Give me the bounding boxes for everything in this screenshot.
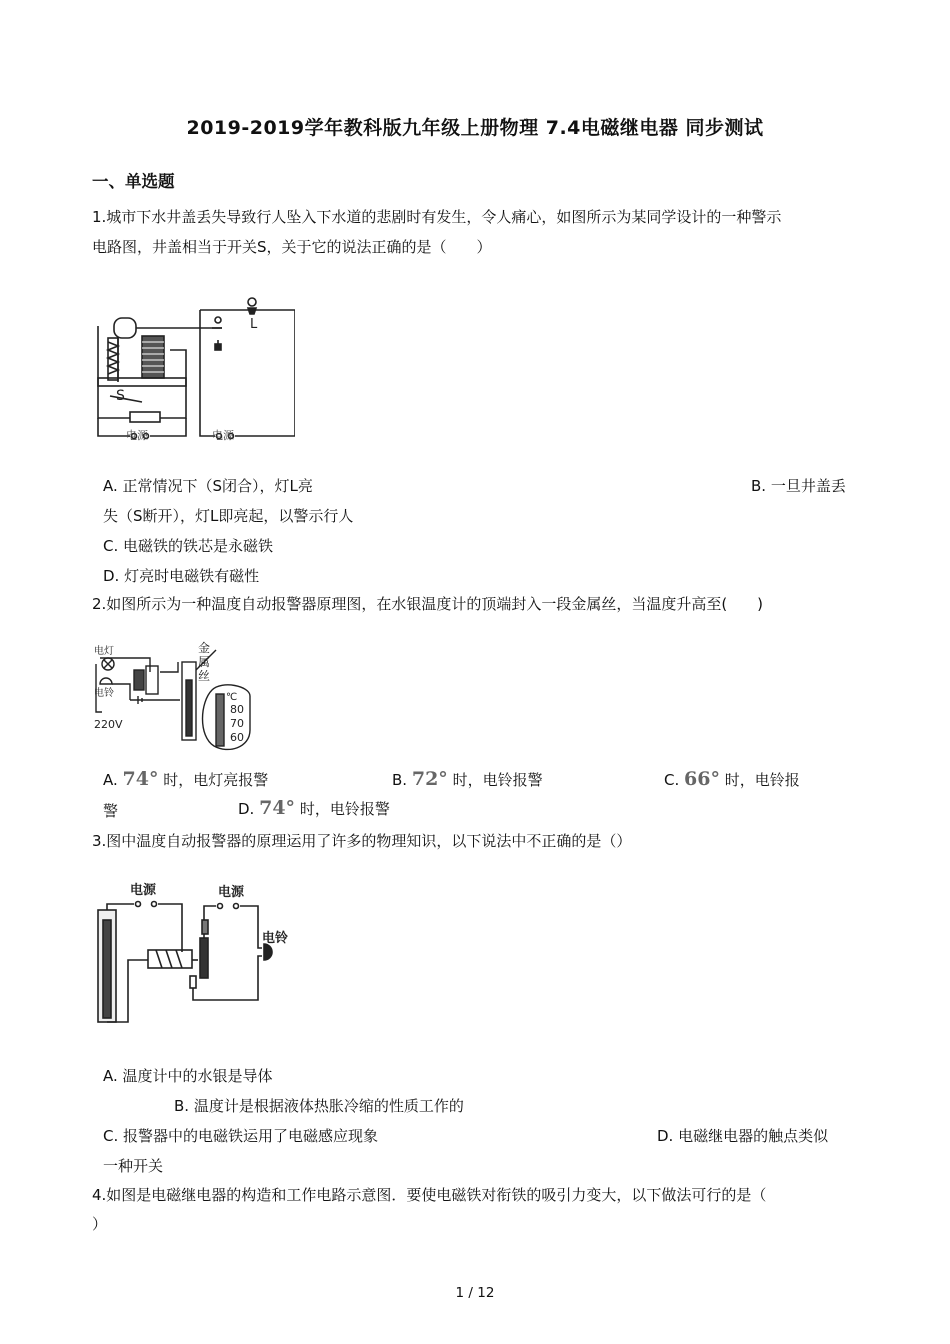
question-2-text: 2.如图所示为一种温度自动报警器原理图，在水银温度计的顶端封入一段金属丝，当温度升高至( ) [92, 595, 764, 613]
question-3-alarm-figure [90, 880, 300, 1030]
q1-option-a[interactable]: A. 正常情况下（S闭合），灯L亮 [103, 477, 313, 495]
label-bell: 电铃 [94, 688, 114, 699]
q2-a-text: 时，电灯亮报警 [163, 771, 269, 789]
q2-a-prefix: A. [103, 771, 118, 789]
q2-c-text: 时，电铃报 [724, 771, 800, 789]
label-power-2: 电源 [212, 429, 234, 442]
question-1-text-line2: 电路图，井盖相当于开关S，关于它的说法正确的是（ ） [92, 238, 492, 256]
q2-option-a[interactable] [103, 768, 268, 790]
q3-option-c[interactable]: C. 报警器中的电磁铁运用了电磁感应现象 [103, 1127, 379, 1145]
question-4-text-line1: 4.如图是电磁继电器的构造和工作电路示意图．要使电磁铁对衔铁的吸引力变大，以下做法可行的是（ [92, 1186, 767, 1204]
q1-option-c[interactable]: C. 电磁铁的铁芯是永磁铁 [103, 537, 274, 555]
q2-c-prefix: C. [664, 771, 680, 789]
label-wire-2: 属 [198, 655, 211, 669]
q3-option-d-continued: 一种开关 [103, 1157, 164, 1175]
q2-b-text: 时，电铃报警 [452, 771, 543, 789]
q2-c-value: 66° [684, 768, 720, 790]
label-l: L [250, 317, 258, 332]
label-wire-3: 丝 [198, 669, 211, 683]
q3-option-b[interactable]: B. 温度计是根据液体热胀冷缩的性质工作的 [174, 1097, 464, 1115]
question-3-text: 3.图中温度自动报警器的原理运用了许多的物理知识，以下说法中不正确的是（） [92, 832, 632, 850]
q2-option-b[interactable] [392, 768, 543, 790]
label-wire-1: 金 [198, 641, 211, 655]
q2-d-prefix: D. [238, 800, 255, 818]
q2-d-value: 74° [259, 797, 296, 819]
page-title: 2019-2019学年教科版九年级上册物理 7.4电磁继电器 同步测试 [186, 117, 764, 139]
section-heading: 一、单选题 [92, 172, 175, 191]
tick-80: 80 [230, 703, 244, 716]
page-number: 1 / 12 [455, 1285, 495, 1301]
label-power-left: 电源 [130, 883, 157, 898]
q1-option-d[interactable]: D. 灯亮时电磁铁有磁性 [103, 567, 260, 585]
q3-option-a[interactable]: A. 温度计中的水银是导体 [103, 1067, 273, 1085]
q2-b-prefix: B. [392, 771, 408, 789]
tick-60: 60 [230, 731, 244, 744]
question-1-circuit-figure [90, 290, 295, 445]
q1-option-b[interactable]: B. 一旦井盖丢 [751, 477, 846, 495]
q2-option-c-continued: 警 [103, 802, 119, 820]
q2-a-value: 74° [122, 768, 159, 790]
label-power-right: 电源 [218, 885, 245, 900]
label-s: S [116, 388, 125, 404]
label-bell: 电铃 [262, 931, 289, 946]
tick-70: 70 [230, 717, 244, 730]
question-2-alarm-figure [90, 640, 260, 755]
label-lamp: 电灯 [94, 646, 114, 657]
question-1-text-line1: 1.城市下水井盖丢失导致行人坠入下水道的悲剧时有发生，令人痛心，如图所示为某同学设计的一种警示 [92, 208, 782, 226]
label-celsius: ℃ [226, 692, 238, 703]
q2-option-c[interactable] [664, 768, 800, 790]
q2-d-text: 时，电铃报警 [299, 800, 390, 818]
q3-option-d[interactable]: D. 电磁继电器的触点类似 [657, 1127, 829, 1145]
q2-option-d[interactable] [238, 797, 390, 819]
question-4-text-line2: ） [92, 1215, 108, 1233]
q1-option-b-continued: 失（S断开），灯L即亮起，以警示行人 [103, 507, 354, 525]
label-power-1: 电源 [126, 429, 148, 442]
label-voltage: 220V [94, 718, 123, 731]
q2-b-value: 72° [411, 768, 448, 790]
